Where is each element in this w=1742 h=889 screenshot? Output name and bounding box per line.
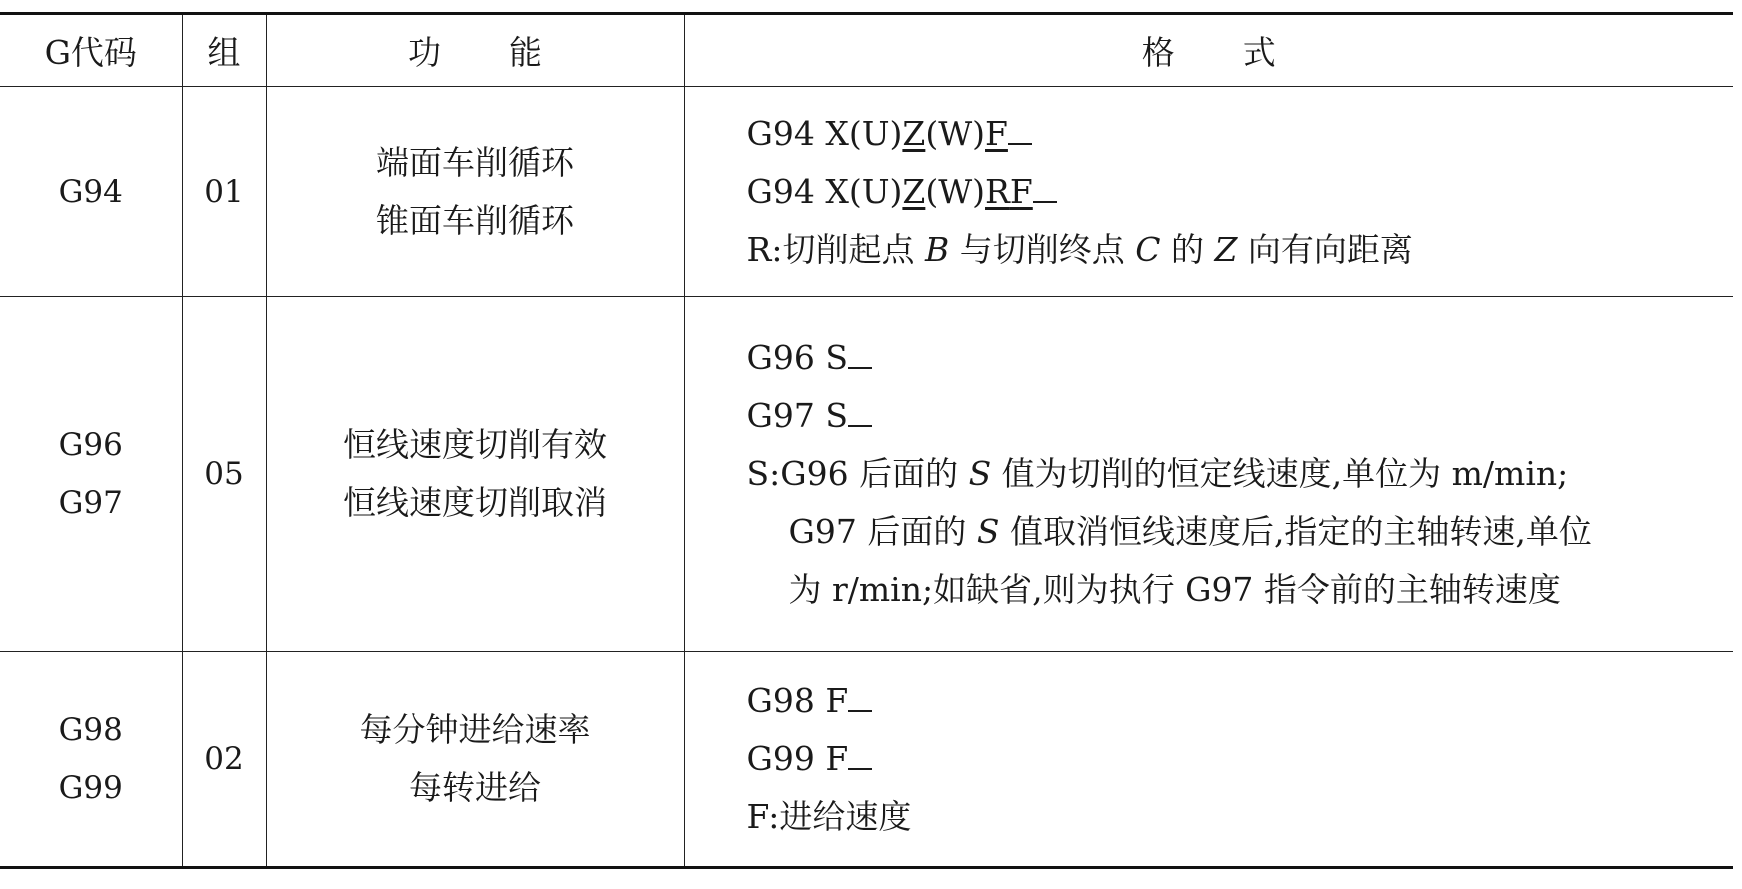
format-note [747,445,1714,619]
function-text: 锥面车削循环 [376,200,574,240]
function-cell [266,87,684,297]
format-line: G97 S [747,387,1714,445]
format-note-head: R:切削起点 B 与切削终点 C 的 Z 向有向距离 [746,229,1413,269]
table-row [0,87,1733,297]
table-row [0,652,1733,868]
header-function [266,14,684,87]
g-code: G99 [58,770,123,806]
header-row [0,14,1733,87]
format-note [747,788,1714,846]
table-row [0,297,1733,652]
group-cell [182,652,266,868]
format-note [747,221,1714,279]
g-code-cell [0,87,182,297]
function-cell [266,297,684,652]
format-line: G94 X(U)Z(W)RF [747,163,1714,221]
group-cell [182,297,266,652]
format-line: G98 F [747,672,1714,730]
function-text: 每分钟进给速率 [359,710,591,749]
group-number: 01 [204,173,244,210]
header-group: 组 [182,14,266,87]
function-text: 端面车削循环 [376,142,574,182]
format-note-head: S:G96 后面的 S 值为切削的恒定线速度,单位为 m/min; [746,454,1569,493]
group-cell [182,87,266,297]
g-code: G97 [58,485,123,521]
format-cell [684,652,1733,868]
format-cell [684,297,1733,652]
g-code: G94 [58,173,123,210]
format-line: G96 S [747,329,1714,387]
function-text: 恒线速度切削取消 [343,483,607,522]
header-format-text: 格式 [1141,33,1344,72]
g-code: G98 [58,712,123,748]
format-line: G99 F [747,730,1714,788]
header-function-text: 功能 [408,33,610,72]
g-code: G96 [58,427,123,463]
group-number: 02 [204,741,244,777]
format-note-continuation: 为 r/min;如缺省,则为执行 G97 指令前的主轴转速度 [788,570,1561,609]
function-cell [266,652,684,868]
g-code-cell [0,652,182,868]
g-code-table [0,12,1733,869]
header-format [684,14,1733,87]
group-number: 05 [204,456,244,492]
format-note-head: F:进给速度 [746,797,912,836]
function-text: 恒线速度切削有效 [343,425,607,464]
format-note-continuation: G97 后面的 S 值取消恒线速度后,指定的主轴转速,单位 [788,512,1592,551]
header-g-code: G代码 [0,14,182,87]
format-cell [684,87,1733,297]
g-code-cell [0,297,182,652]
format-line: G94 X(U)Z(W)F [747,105,1714,163]
function-text: 每转进给 [409,768,541,807]
